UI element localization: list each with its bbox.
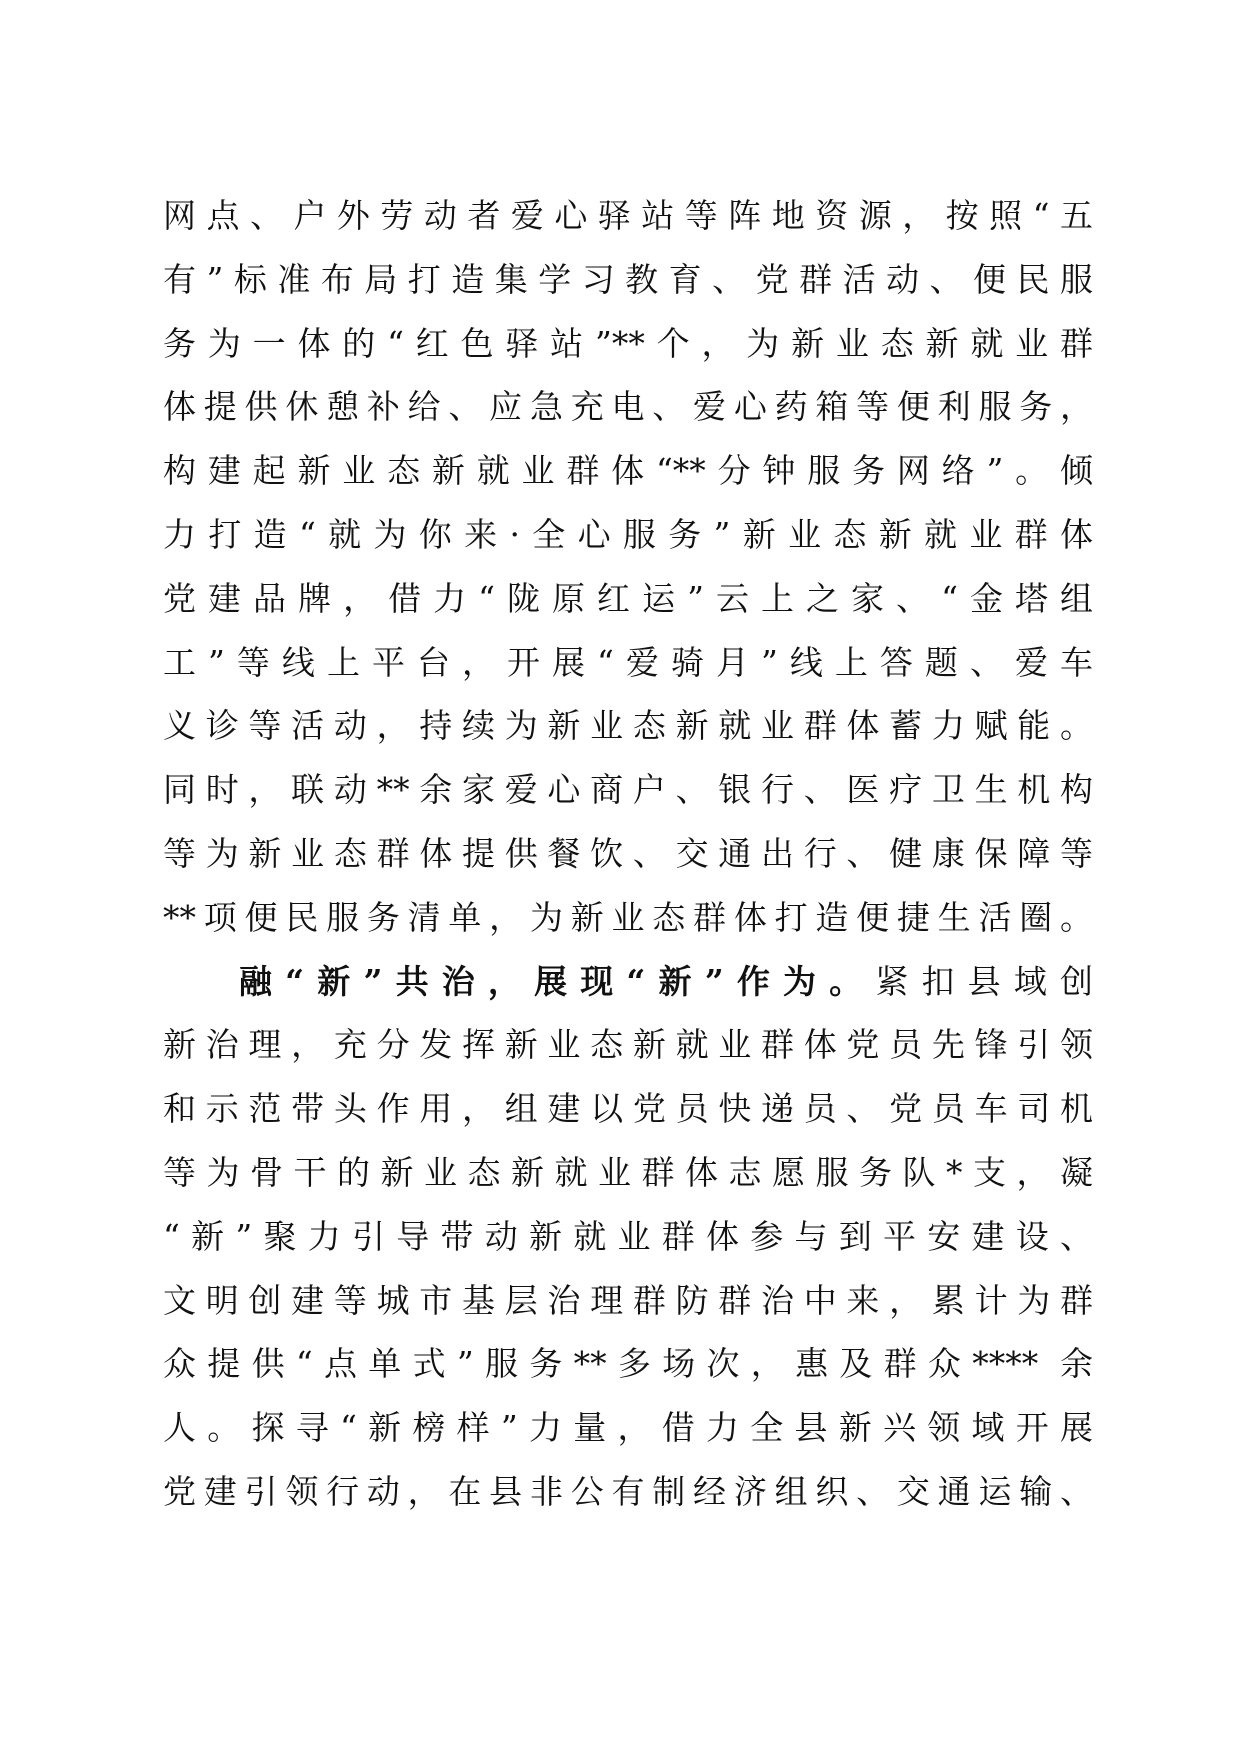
- text-line: “新”聚力引导带动新就业群体参与到平安建设、: [163, 1216, 1093, 1256]
- paragraph-2: [163, 950, 1093, 1524]
- text-line: 众提供“点单式”服务**多场次，惠及群众**** 余: [163, 1344, 1093, 1384]
- text-line: 新治理，充分发挥新业态新就业群体党员先锋引领: [163, 1025, 1093, 1065]
- text-line: 网点、户外劳动者爱心驿站等阵地资源，按照“五: [163, 196, 1093, 235]
- text-line: 党建引领行动，在县非公有制经济组织、交通运输、: [163, 1471, 1093, 1511]
- text-line: 务为一体的“红色驿站”**个，为新业态新就业群: [163, 323, 1093, 363]
- text-line: 义诊等活动，持续为新业态新就业群体蓄力赋能。: [163, 706, 1093, 746]
- text-line: 同时，联动**余家爱心商户、银行、医疗卫生机构: [163, 770, 1093, 810]
- text-line: 等为新业态群体提供餐饮、交通出行、健康保障等: [163, 833, 1093, 873]
- text-line: 等为骨干的新业态新就业群体志愿服务队*支，凝: [163, 1152, 1093, 1192]
- paragraph-heading: 融“新”共治，展现“新”作为。: [239, 961, 876, 1001]
- text-line: **项便民服务清单，为新业态群体打造便捷生活圈。: [163, 897, 1093, 937]
- text-line: 工”等线上平台，开展“爱骑月”线上答题、爱车: [163, 642, 1093, 682]
- text-line: 有”标准布局打造集学习教育、党群活动、便民服: [163, 259, 1093, 299]
- paragraph-heading-line: [163, 950, 1093, 1014]
- body-text: [163, 184, 1093, 1524]
- text-line: 力打造“就为你来·全心服务”新业态新就业群体: [163, 514, 1093, 554]
- text-line: 构建起新业态新就业群体“**分钟服务网络”。倾: [163, 451, 1093, 491]
- paragraph-1: [163, 184, 1093, 950]
- text-line: 体提供休憩补给、应急充电、爱心药箱等便利服务，: [163, 387, 1093, 427]
- text-line: 和示范带头作用，组建以党员快递员、党员车司机: [163, 1089, 1093, 1129]
- heading-line-rest: 紧扣县域创: [875, 961, 1093, 1001]
- text-line: 人。探寻“新榜样”力量，借力全县新兴领域开展: [163, 1408, 1093, 1448]
- text-line: 党建品牌，借力“陇原红运”云上之家、“金塔组: [163, 578, 1093, 618]
- text-line: 文明创建等城市基层治理群防群治中来，累计为群: [163, 1280, 1093, 1320]
